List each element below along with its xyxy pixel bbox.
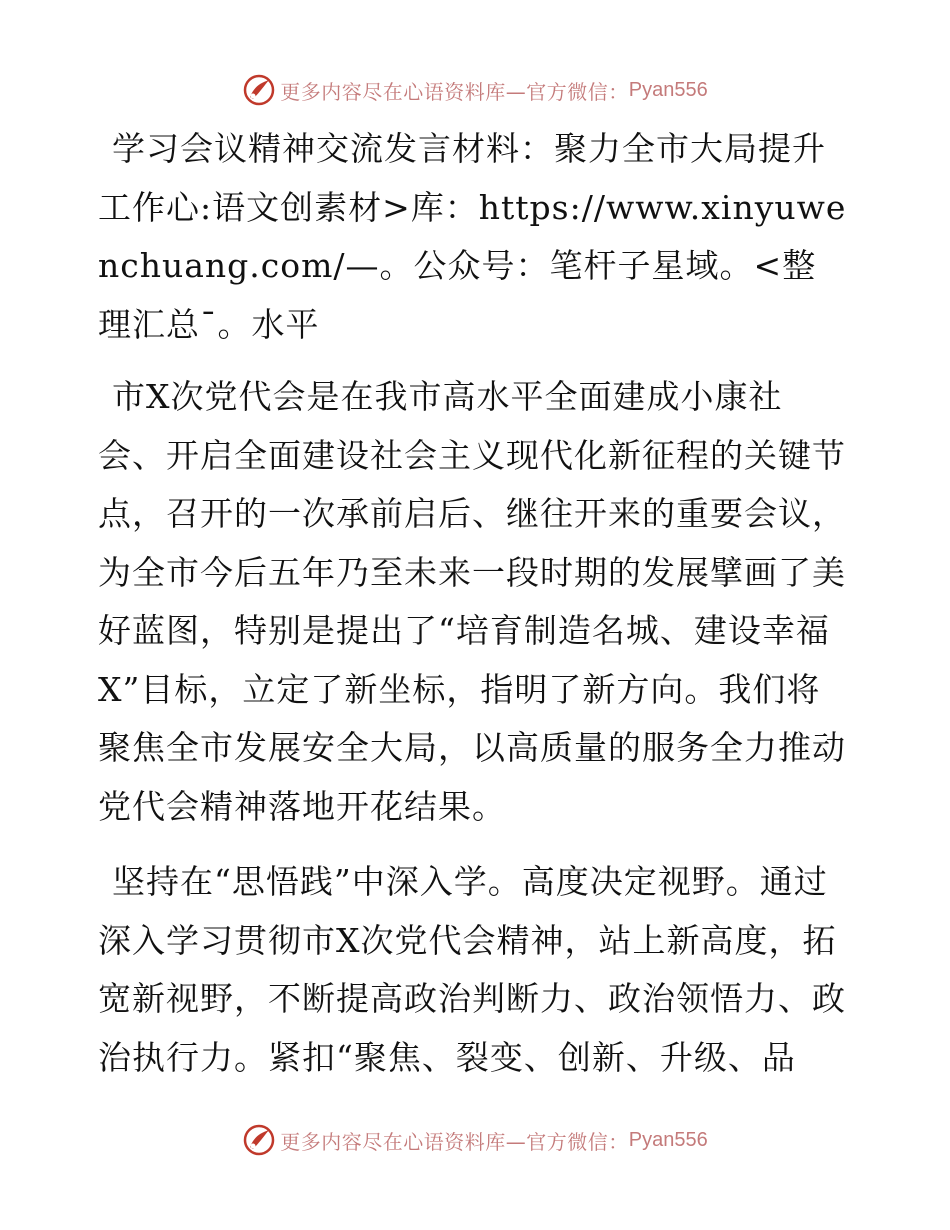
banner-text: 更多内容尽在心语资料库—官方微信：: [280, 1129, 629, 1154]
banner-account: Pyan556: [628, 78, 708, 101]
document-body: [98, 120, 850, 1104]
brush-logo-icon: [242, 73, 276, 107]
paragraph: 市X次党代会是在我市高水平全面建成小康社会、开启全面建设社会主义现代化新征程的关键节点，召开的一次承前启后、继往开来的重要会议，为全市今后五年乃至未来一段时期的发展擘画了美好蓝图，特别是提出了“培育制造名城、建设幸福X”目标，立定了新坐标，指明了新方向。我们将聚焦全市发展安全大局，以高质量的服务全力推动党代会精神落地开花结果。: [98, 377, 846, 826]
footer-watermark-banner: [0, 1120, 950, 1160]
paragraph: 坚持在“思悟践”中深入学。高度决定视野。通过深入学习贯彻市X次党代会精神，站上新高度，拓宽新视野，不断提高政治判断力、政治领悟力、政治执行力。紧扣“聚焦、裂变、创新、升级、品: [98, 862, 846, 1077]
brush-logo-icon: [242, 1123, 276, 1157]
banner-account: Pyan556: [628, 1128, 708, 1151]
paragraph-title: 学习会议精神交流发言材料：聚力全市大局提升工作心:语文创素材>库：https://www.xinyuwenchuang.com/—。公众号：笔杆子星域。<整理汇总¯。水平: [98, 129, 847, 344]
header-watermark-banner: [0, 70, 950, 110]
banner-text: 更多内容尽在心语资料库—官方微信：: [280, 79, 629, 104]
